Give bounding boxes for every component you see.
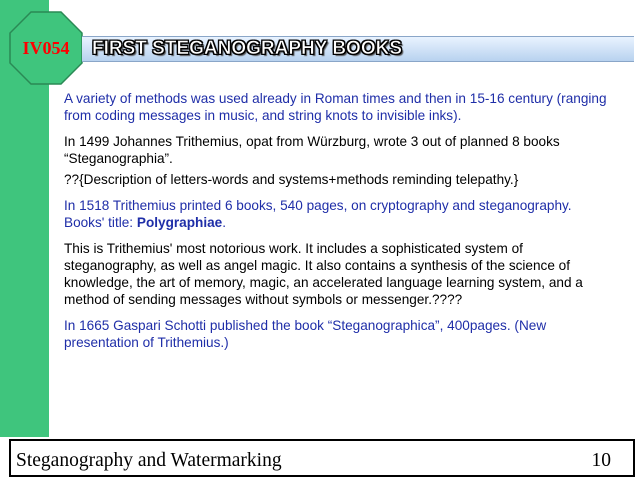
paragraph-trithemius-1499: In 1499 Johannes Trithemius, opat from Würzburg, wrote 3 out of planned 8 books “Steganographia”. — [64, 134, 560, 166]
footer-course-name: Steganography and Watermarking — [16, 450, 282, 471]
paragraph-polygraphiae — [64, 197, 614, 231]
polygraphiae-text: In 1518 Trithemius printed 6 books, 540 pages, on cryptography and steganography. Books' title: — [64, 198, 572, 230]
slide-title: FIRST STEGANOGRAPHY BOOKS — [92, 38, 403, 59]
page-number: 10 — [591, 450, 611, 471]
slide-body — [64, 90, 614, 360]
course-code: IV054 — [22, 37, 70, 58]
polygraphiae-title: Polygraphiae — [136, 215, 223, 230]
paragraph-schotti-1665: In 1665 Gaspari Schotti published the book “Steganographica”, 400pages. (New presentation of Trithemius.) — [64, 318, 547, 350]
polygraphiae-period: . — [222, 215, 227, 230]
paragraph-roman-methods: A variety of methods was used already in Roman times and then in 15-16 century (ranging from coding messages in music, and string knots to invisible inks). — [64, 91, 607, 123]
paragraph-notorious-work: This is Trithemius' most notorious work. It includes a sophisticated system of steganography, as well as angel magic. It also contains a synthesis of the science of knowledge, the art of memory, magic, an accelerated language learning system, and a method of sending messages without symbols or messenger.???? — [64, 241, 583, 307]
paragraph-description-note: ??{Description of letters-words and systems+methods reminding telepathy.} — [64, 172, 519, 187]
